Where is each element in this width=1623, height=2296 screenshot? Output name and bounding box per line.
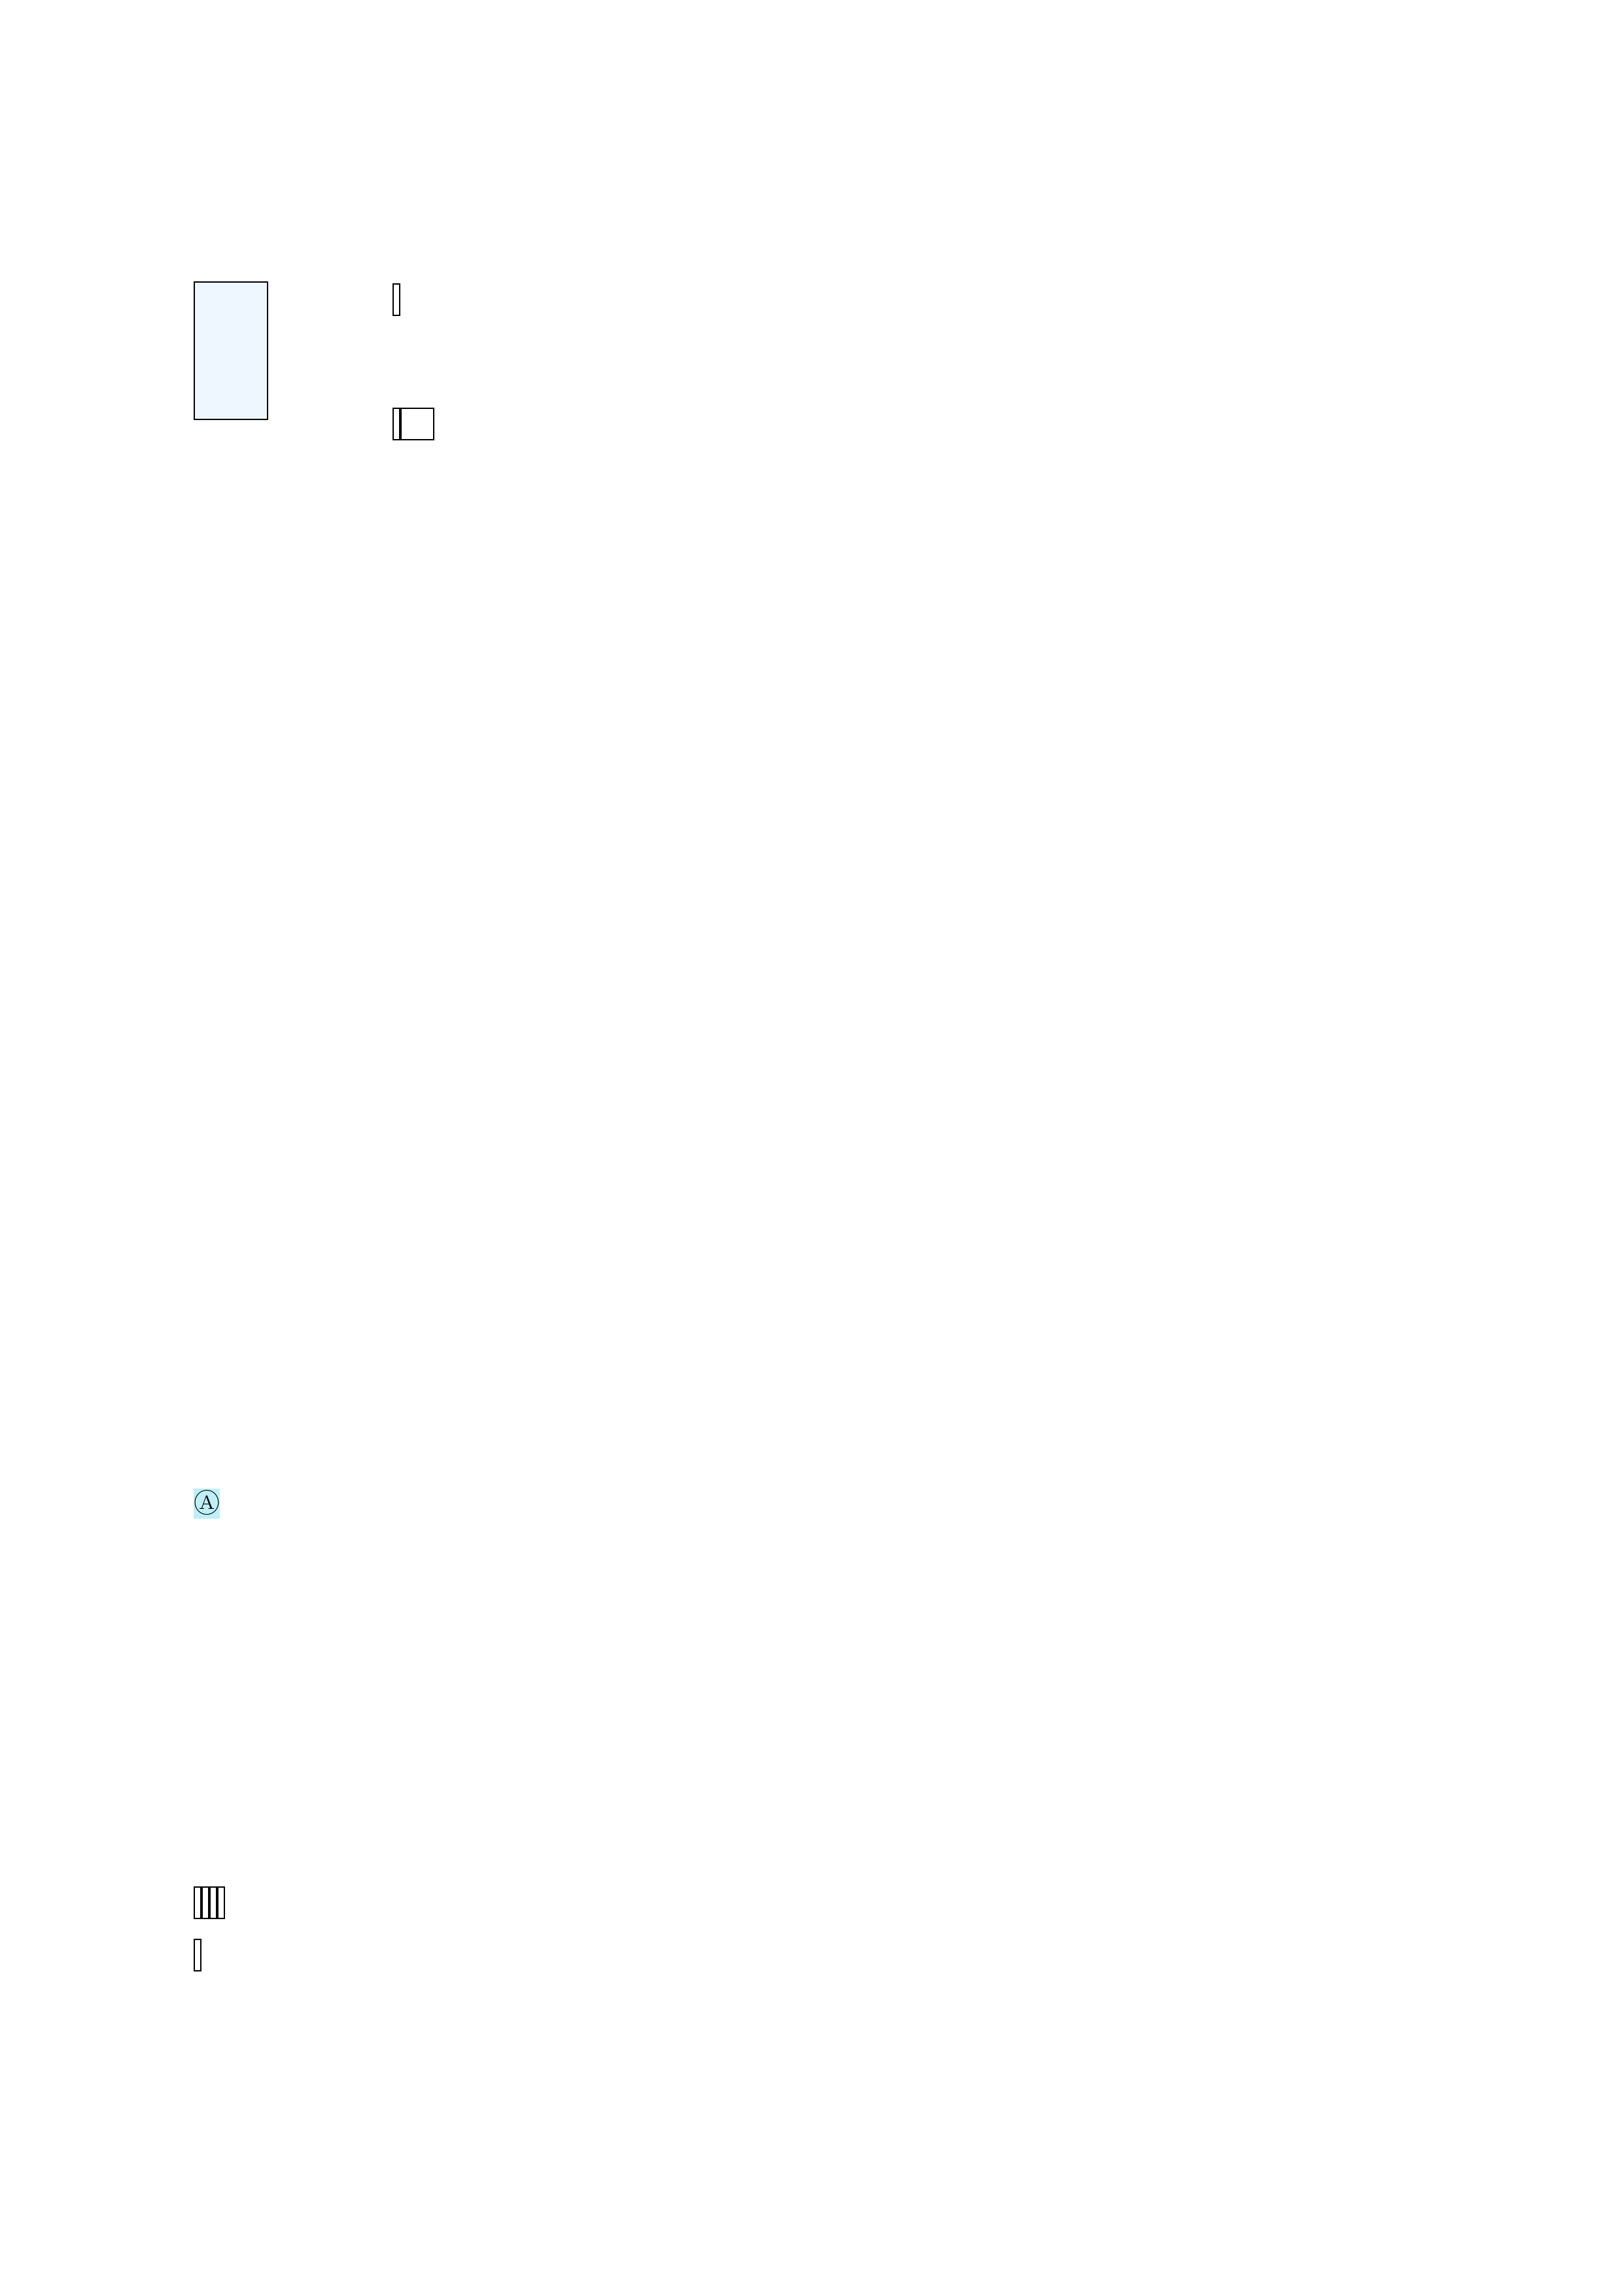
legend-row: [195, 351, 267, 385]
yen-key-box: [400, 408, 434, 440]
braille-full-box: [217, 1886, 225, 1919]
intro-line-1: [393, 281, 400, 318]
x-key-box: [209, 1886, 217, 1919]
m-key-box: [194, 1886, 201, 1919]
body-line-12: [194, 1884, 225, 1921]
body-line-13: [194, 1937, 201, 1973]
braille-a-chip: Ⓐ: [194, 1489, 220, 1519]
m-key-box: [194, 1939, 201, 1971]
backslash-key-box: [393, 408, 400, 440]
braille-dot-legend: [194, 281, 268, 420]
legend-row: [195, 283, 267, 317]
intro-boxed-text: [393, 283, 400, 316]
legend-row: [195, 385, 267, 419]
us-keyboard: [194, 517, 1434, 949]
body-line-3: [194, 1485, 220, 1522]
intro-line-4: [393, 406, 434, 442]
braille-full-box: [201, 1886, 209, 1919]
jis-keyboard: [194, 985, 1434, 1385]
legend-row: [195, 317, 267, 351]
